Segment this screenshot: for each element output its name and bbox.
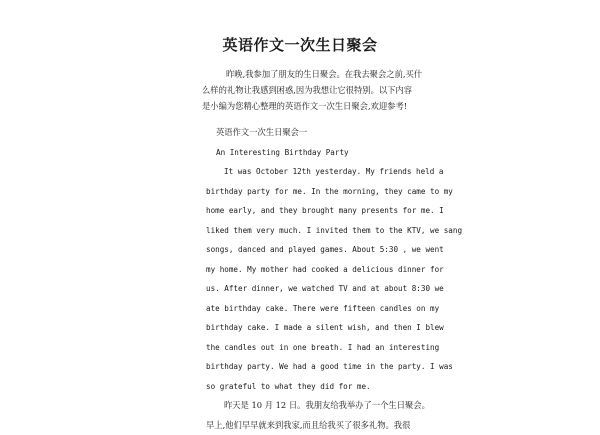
essay-line: birthday cake. I made a silent wish, and then I blew <box>206 318 416 338</box>
essay-line: liked them very much. I invited them to the KTV, we sang <box>206 221 416 241</box>
translation-line: 昨天是 10 月 12 日。我朋友给我举办了一个生日聚会。 <box>216 396 416 416</box>
section-heading: 英语作文一次生日聚会一 <box>216 123 416 143</box>
intro-paragraph <box>202 66 422 114</box>
essay-line: It was October 12th yesterday. My friends held a <box>216 162 416 182</box>
intro-line: 么样的礼物让我感到困惑,因为我想让它很特别。以下内容 <box>202 82 422 98</box>
essay-line: home early, and they brought many presents for me. I <box>206 201 416 221</box>
essay-title: An Interesting Birthday Party <box>216 143 416 163</box>
intro-line: 昨晚,我参加了朋友的生日聚会。在我去聚会之前,买什 <box>202 66 422 82</box>
essay-line: songs, danced and played games. About 5:30 , we went <box>206 240 416 260</box>
essay-line: us. After dinner, we watched TV and at about 8:30 we <box>206 279 416 299</box>
document-title: 英语作文一次生日聚会 <box>0 34 600 55</box>
essay-line: my home. My mother had cooked a delicious dinner for <box>206 260 416 280</box>
essay-body <box>216 123 416 435</box>
essay-line: the candles out in one breath. I had an interesting <box>206 338 416 358</box>
intro-line: 是小编为您精心整理的英语作文一次生日聚会,欢迎参考! <box>202 98 422 114</box>
essay-line: ate birthday cake. There were fifteen candles on my <box>206 299 416 319</box>
translation-line: 早上,他们早早就来到我家,而且给我买了很多礼物。我很 <box>206 416 416 435</box>
essay-line: so grateful to what they did for me. <box>206 377 416 397</box>
essay-line: birthday party for me. In the morning, they came to my <box>206 182 416 202</box>
essay-line: birthday party. We had a good time in the party. I was <box>206 357 416 377</box>
